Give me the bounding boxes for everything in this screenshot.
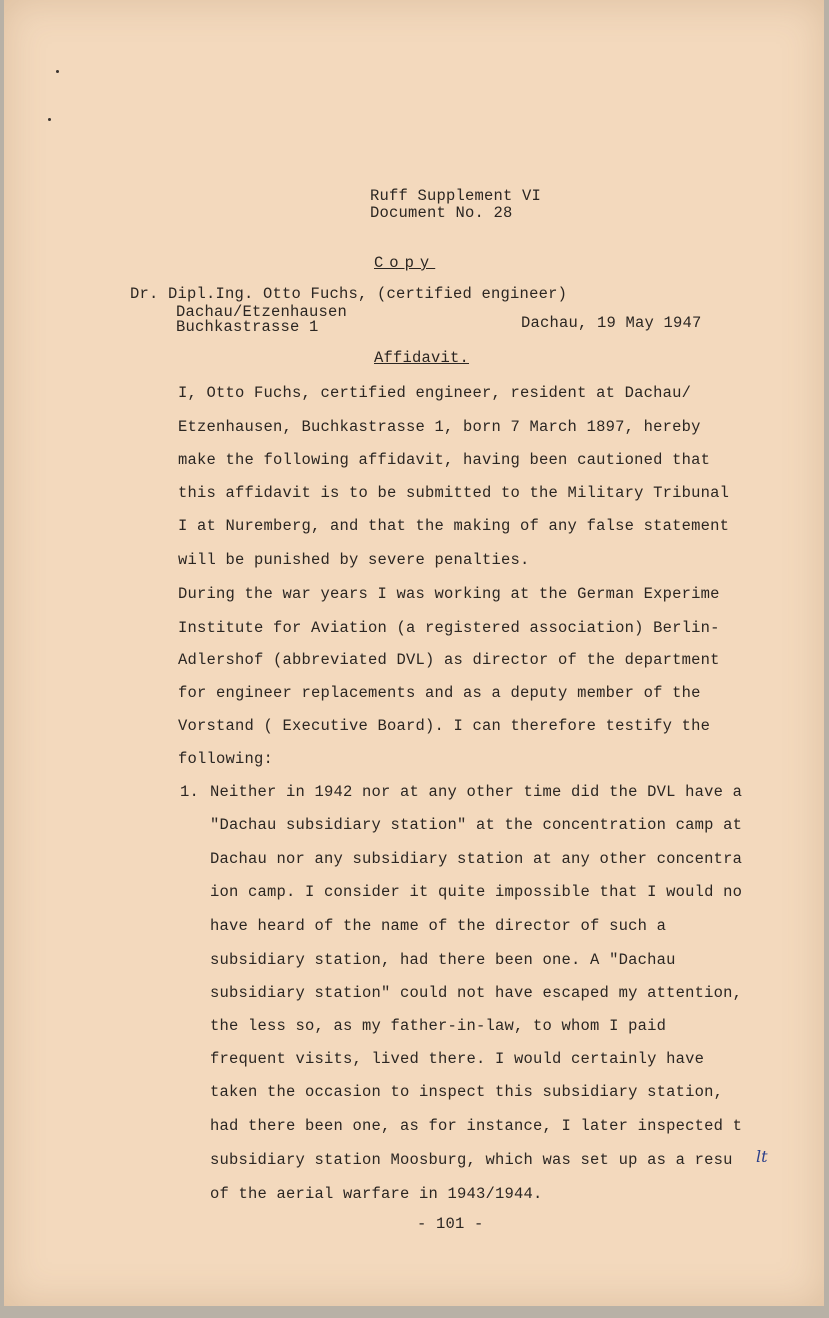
copy-title: Copy <box>374 254 436 272</box>
body-line: for engineer replacements and as a deputy member of the <box>178 684 701 702</box>
handwritten-correction: lt <box>756 1147 768 1166</box>
page-number: - 101 - <box>417 1215 484 1233</box>
body-line: this affidavit is to be submitted to the Military Tribunal <box>178 484 730 502</box>
item-line: had there been one, as for instance, I later inspected t <box>210 1117 743 1135</box>
item-line: Neither in 1942 nor at any other time did the DVL have a <box>210 783 743 801</box>
item-line: ion camp. I consider it quite impossible that I would no <box>210 883 743 901</box>
sender-street: Buchkastrasse 1 <box>176 318 319 336</box>
body-line: Institute for Aviation (a registered association) Berlin- <box>178 619 720 637</box>
item-line: "Dachau subsidiary station" at the concentration camp at <box>210 816 743 834</box>
body-line: will be punished by severe penalties. <box>178 551 530 569</box>
body-line: I, Otto Fuchs, certified engineer, resident at Dachau/ <box>178 384 692 402</box>
item-line: the less so, as my father-in-law, to whom I paid <box>210 1017 667 1035</box>
margin-mark <box>48 118 51 121</box>
item-line: taken the occasion to inspect this subsidiary station, <box>210 1083 724 1101</box>
body-line: During the war years I was working at the German Experime <box>178 585 720 603</box>
item-line: have heard of the name of the director of such a <box>210 917 667 935</box>
item-line: subsidiary station Moosburg, which was set up as a resu <box>210 1151 733 1169</box>
body-line: make the following affidavit, having been cautioned that <box>178 451 711 469</box>
body-line: Vorstand ( Executive Board). I can therefore testify the <box>178 717 711 735</box>
affidavit-title: Affidavit. <box>374 349 470 367</box>
document-page <box>4 0 824 1306</box>
item-line: frequent visits, lived there. I would certainly have <box>210 1050 705 1068</box>
item-line: Dachau nor any subsidiary station at any other concentra <box>210 850 743 868</box>
body-line: I at Nuremberg, and that the making of any false statement <box>178 517 730 535</box>
body-line: Adlershof (abbreviated DVL) as director of the department <box>178 651 720 669</box>
document-number: Document No. 28 <box>370 204 513 222</box>
body-line: following: <box>178 750 274 768</box>
item-line: subsidiary station" could not have escaped my attention, <box>210 984 743 1002</box>
margin-mark <box>56 70 59 73</box>
supplement-heading: Ruff Supplement VI <box>370 187 542 205</box>
item-line: subsidiary station, had there been one. A "Dachau <box>210 951 676 969</box>
body-line: Etzenhausen, Buchkastrasse 1, born 7 March 1897, hereby <box>178 418 701 436</box>
sender-name: Dr. Dipl.Ing. Otto Fuchs, (certified engineer) <box>130 285 568 303</box>
document-date: Dachau, 19 May 1947 <box>521 314 702 332</box>
item-line: of the aerial warfare in 1943/1944. <box>210 1185 543 1203</box>
sender-city: Dachau/Etzenhausen <box>176 303 348 321</box>
item-number: 1. <box>180 783 200 801</box>
